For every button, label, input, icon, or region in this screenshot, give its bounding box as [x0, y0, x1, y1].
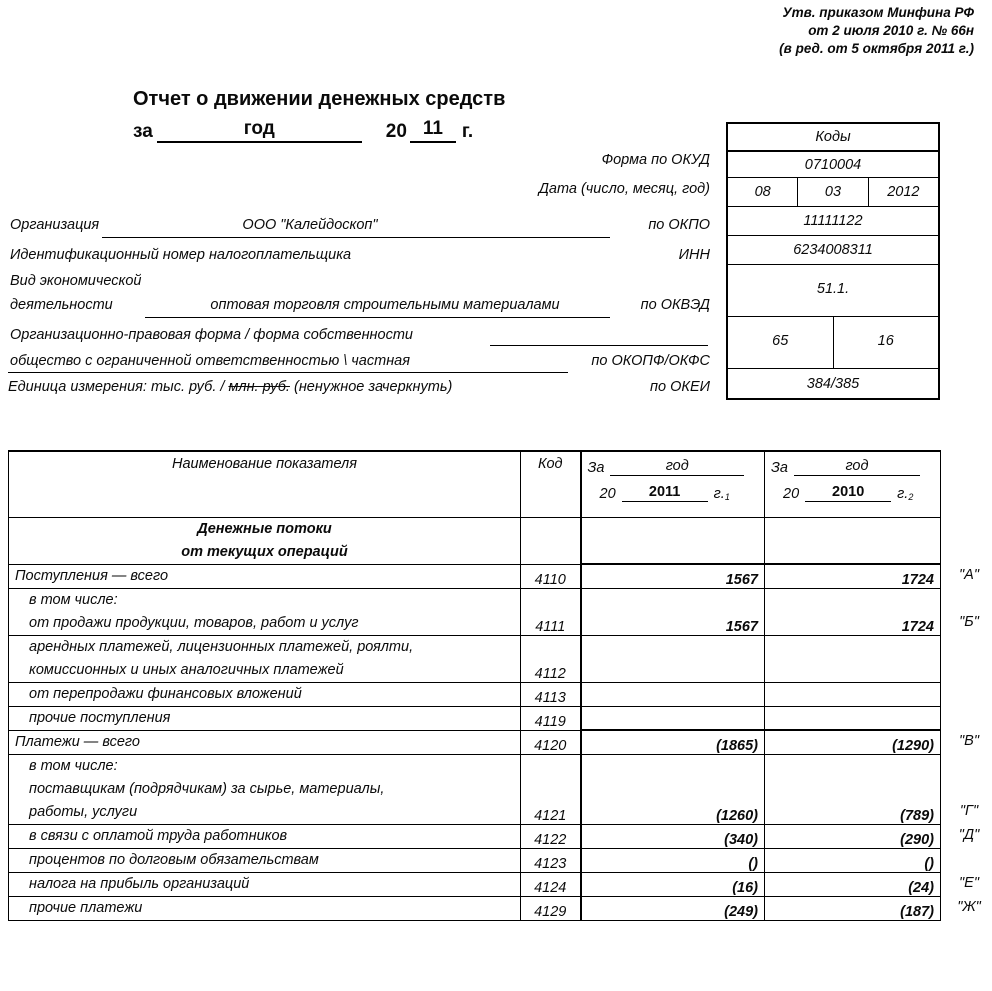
- header-col1-period: год: [610, 458, 744, 476]
- row-label: [9, 896, 521, 920]
- row-label-line: арендных платежей, лицензионных платежей, роялти,: [29, 638, 414, 655]
- codes-okei-row: [728, 369, 938, 398]
- table-row: [9, 754, 941, 824]
- row-label-line: Денежные потоки: [197, 520, 332, 537]
- organization-underline: [102, 237, 610, 238]
- row-code: 4113: [521, 682, 581, 706]
- row-value-2011: (): [581, 848, 765, 872]
- row-value-2010: [765, 635, 941, 682]
- table-row: [9, 517, 941, 564]
- row-label: [9, 588, 521, 635]
- codes-inn-value: 6234008311: [793, 242, 873, 258]
- table-row: [9, 588, 941, 635]
- table-row: [9, 706, 941, 730]
- page-title: Отчет о движении денежных средств: [133, 88, 506, 110]
- row-label-line: прочие платежи: [29, 899, 143, 916]
- value-activity: оптовая торговля строительными материалами: [210, 297, 560, 313]
- value-organization: ООО "Калейдоскоп": [242, 217, 378, 233]
- row-value-2011: [581, 706, 765, 730]
- row-label-line: процентов по долговым обязательствам: [29, 851, 319, 868]
- codes-header-row: [728, 124, 938, 151]
- header-col1-za: За: [587, 460, 605, 476]
- row-value-2010: [765, 682, 941, 706]
- table-row: [9, 564, 941, 588]
- legal-form-underline: [8, 372, 568, 373]
- label-organizaciya: Организация: [10, 217, 100, 233]
- row-value-2011: (16): [581, 872, 765, 896]
- row-label: [9, 824, 521, 848]
- row-value-2010: 1724: [765, 564, 941, 588]
- row-value-2010: (24): [765, 872, 941, 896]
- row-value-2011: (1865): [581, 730, 765, 754]
- codes-date-month: 03: [798, 178, 868, 206]
- row-code: 4123: [521, 848, 581, 872]
- label-vid-line1: Вид экономической: [10, 273, 142, 289]
- row-value-2011: [581, 635, 765, 682]
- row-label: [9, 635, 521, 682]
- header-col2-za: За: [771, 460, 788, 476]
- codes-box: [726, 122, 940, 400]
- row-code: 4119: [521, 706, 581, 730]
- row-value-2011: [581, 517, 765, 564]
- row-code: 4111: [521, 588, 581, 635]
- row-value-2010: (1290): [765, 730, 941, 754]
- label-data: Дата (число, месяц, год): [538, 181, 710, 197]
- period-g-label: г.: [461, 121, 474, 142]
- label-inn-short: ИНН: [678, 247, 710, 263]
- row-label: [9, 754, 521, 824]
- codes-date-row: [728, 178, 938, 207]
- table-header-row: [9, 451, 941, 517]
- table-row: [9, 824, 941, 848]
- codes-date-day: 08: [728, 178, 798, 206]
- period-za-label: за: [133, 121, 153, 142]
- row-label: [9, 730, 521, 754]
- row-code: 4129: [521, 896, 581, 920]
- codes-okved-value: 51.1.: [816, 280, 850, 297]
- unit-suffix: (ненужное зачеркнуть): [293, 379, 453, 395]
- row-label-line: в том числе:: [29, 757, 118, 774]
- approval-line-3: (в ред. от 5 октября 2011 г.): [779, 41, 974, 56]
- opf-underline-top: [490, 345, 708, 346]
- codes-okopf-value: 65: [728, 317, 834, 368]
- row-code: 4112: [521, 635, 581, 682]
- label-unit-measure: [8, 379, 452, 395]
- table-row: [9, 896, 941, 920]
- header-col2-g: г.: [897, 486, 909, 502]
- row-value-2010: (): [765, 848, 941, 872]
- codes-okpo-value: 11111122: [803, 213, 863, 229]
- row-value-2011: 1567: [581, 588, 765, 635]
- row-label: [9, 872, 521, 896]
- row-code: 4121: [521, 754, 581, 824]
- row-code: 4124: [521, 872, 581, 896]
- row-code: 4110: [521, 564, 581, 588]
- cash-flow-table: [8, 450, 941, 921]
- row-letter-marker: "Д": [958, 827, 980, 843]
- codes-okopf-row: [728, 317, 938, 369]
- codes-okei-value: 384/385: [806, 375, 860, 392]
- row-label-line: комиссионных и иных аналогичных платежей: [29, 661, 344, 678]
- unit-struck: млн. руб.: [228, 379, 290, 395]
- row-label-line: от перепродажи финансовых вложений: [29, 685, 302, 702]
- row-letter-marker: "Ж": [957, 899, 981, 915]
- header-col1-century: 20: [599, 486, 616, 502]
- header-col2-year: 2010: [805, 484, 891, 502]
- codes-okved-row: [728, 265, 938, 317]
- table-row: [9, 682, 941, 706]
- row-letter-marker: "Б": [959, 614, 979, 630]
- reporting-period: [133, 118, 473, 143]
- codes-okud-row: [728, 151, 938, 178]
- row-label: [9, 564, 521, 588]
- header-name: Наименование показателя: [9, 451, 521, 517]
- period-year-suffix: 11: [410, 118, 456, 143]
- codes-date-year: 2012: [887, 184, 920, 200]
- row-label-line: налога на прибыль организаций: [29, 875, 250, 892]
- activity-underline: [145, 317, 610, 318]
- row-letter-marker: "В": [959, 733, 979, 749]
- row-letter-marker: "Е": [959, 875, 979, 891]
- label-inn-full: Идентификационный номер налогоплательщика: [10, 247, 352, 263]
- row-label-line: прочие поступления: [29, 709, 171, 726]
- row-label-line: Платежи — всего: [15, 733, 140, 750]
- row-code: 4122: [521, 824, 581, 848]
- header-year-2011: [581, 451, 765, 517]
- approval-line-2: от 2 июля 2010 г. № 66н: [808, 23, 974, 38]
- row-value-2010: [765, 706, 941, 730]
- header-col1-g: г.: [713, 486, 725, 502]
- value-legal-form: общество с ограниченной ответственностью \ частная: [10, 353, 410, 369]
- row-label: [9, 682, 521, 706]
- row-label: [9, 706, 521, 730]
- table-row: [9, 848, 941, 872]
- row-value-2011: (340): [581, 824, 765, 848]
- header-col2-note: 2: [908, 492, 914, 502]
- period-century: 20: [385, 121, 407, 142]
- approval-line-1: Утв. приказом Минфина РФ: [782, 5, 974, 20]
- table-body: [9, 517, 941, 920]
- label-po-okpo: по ОКПО: [648, 217, 710, 233]
- row-label-line: работы, услуги: [29, 803, 138, 820]
- unit-prefix: Единица измерения: тыс. руб. /: [8, 379, 225, 395]
- row-letter-marker: "Г": [959, 803, 979, 819]
- row-value-2010: (187): [765, 896, 941, 920]
- codes-okfs-value: 16: [877, 332, 894, 349]
- row-label-line: в том числе:: [29, 591, 118, 608]
- period-value: год: [157, 118, 362, 143]
- label-vid-line2: деятельности: [10, 297, 113, 313]
- table-row: [9, 730, 941, 754]
- row-code: 4120: [521, 730, 581, 754]
- header-col1-year: 2011: [622, 484, 708, 502]
- approval-note: [779, 4, 974, 58]
- row-code: [521, 517, 581, 564]
- row-value-2011: (249): [581, 896, 765, 920]
- label-po-okopf-okfs: по ОКОПФ/ОКФС: [591, 353, 710, 369]
- row-label: [9, 517, 521, 564]
- row-value-2011: (1260): [581, 754, 765, 824]
- header-col2-period: год: [794, 458, 920, 476]
- header-col1-note: 1: [724, 492, 730, 502]
- label-forma-po-okud: Форма по ОКУД: [601, 152, 710, 168]
- row-value-2010: [765, 517, 941, 564]
- table-row: [9, 872, 941, 896]
- codes-okud-value: 0710004: [804, 156, 862, 173]
- row-label-line: Поступления — всего: [15, 567, 169, 584]
- row-label: [9, 848, 521, 872]
- row-value-2010: 1724: [765, 588, 941, 635]
- header-year-2010: [765, 451, 941, 517]
- row-label-line: в связи с оплатой труда работников: [29, 827, 288, 844]
- table-row: [9, 635, 941, 682]
- label-po-okei: по ОКЕИ: [650, 379, 710, 395]
- codes-okpo-row: [728, 207, 938, 236]
- row-label-line: от продажи продукции, товаров, работ и услуг: [29, 614, 359, 631]
- row-label-line: от текущих операций: [181, 543, 348, 560]
- row-letter-marker: "А": [959, 567, 979, 583]
- header-col2-century: 20: [783, 486, 800, 502]
- label-po-okved: по ОКВЭД: [640, 297, 710, 313]
- row-value-2011: 1567: [581, 564, 765, 588]
- header-code: Код: [521, 451, 581, 517]
- row-label-line: поставщикам (подрядчикам) за сырье, материалы,: [29, 780, 385, 797]
- label-opf: Организационно-правовая форма / форма собственности: [10, 327, 413, 343]
- codes-inn-row: [728, 236, 938, 265]
- row-value-2010: (290): [765, 824, 941, 848]
- codes-header-label: Коды: [815, 129, 851, 145]
- row-value-2010: (789): [765, 754, 941, 824]
- row-value-2011: [581, 682, 765, 706]
